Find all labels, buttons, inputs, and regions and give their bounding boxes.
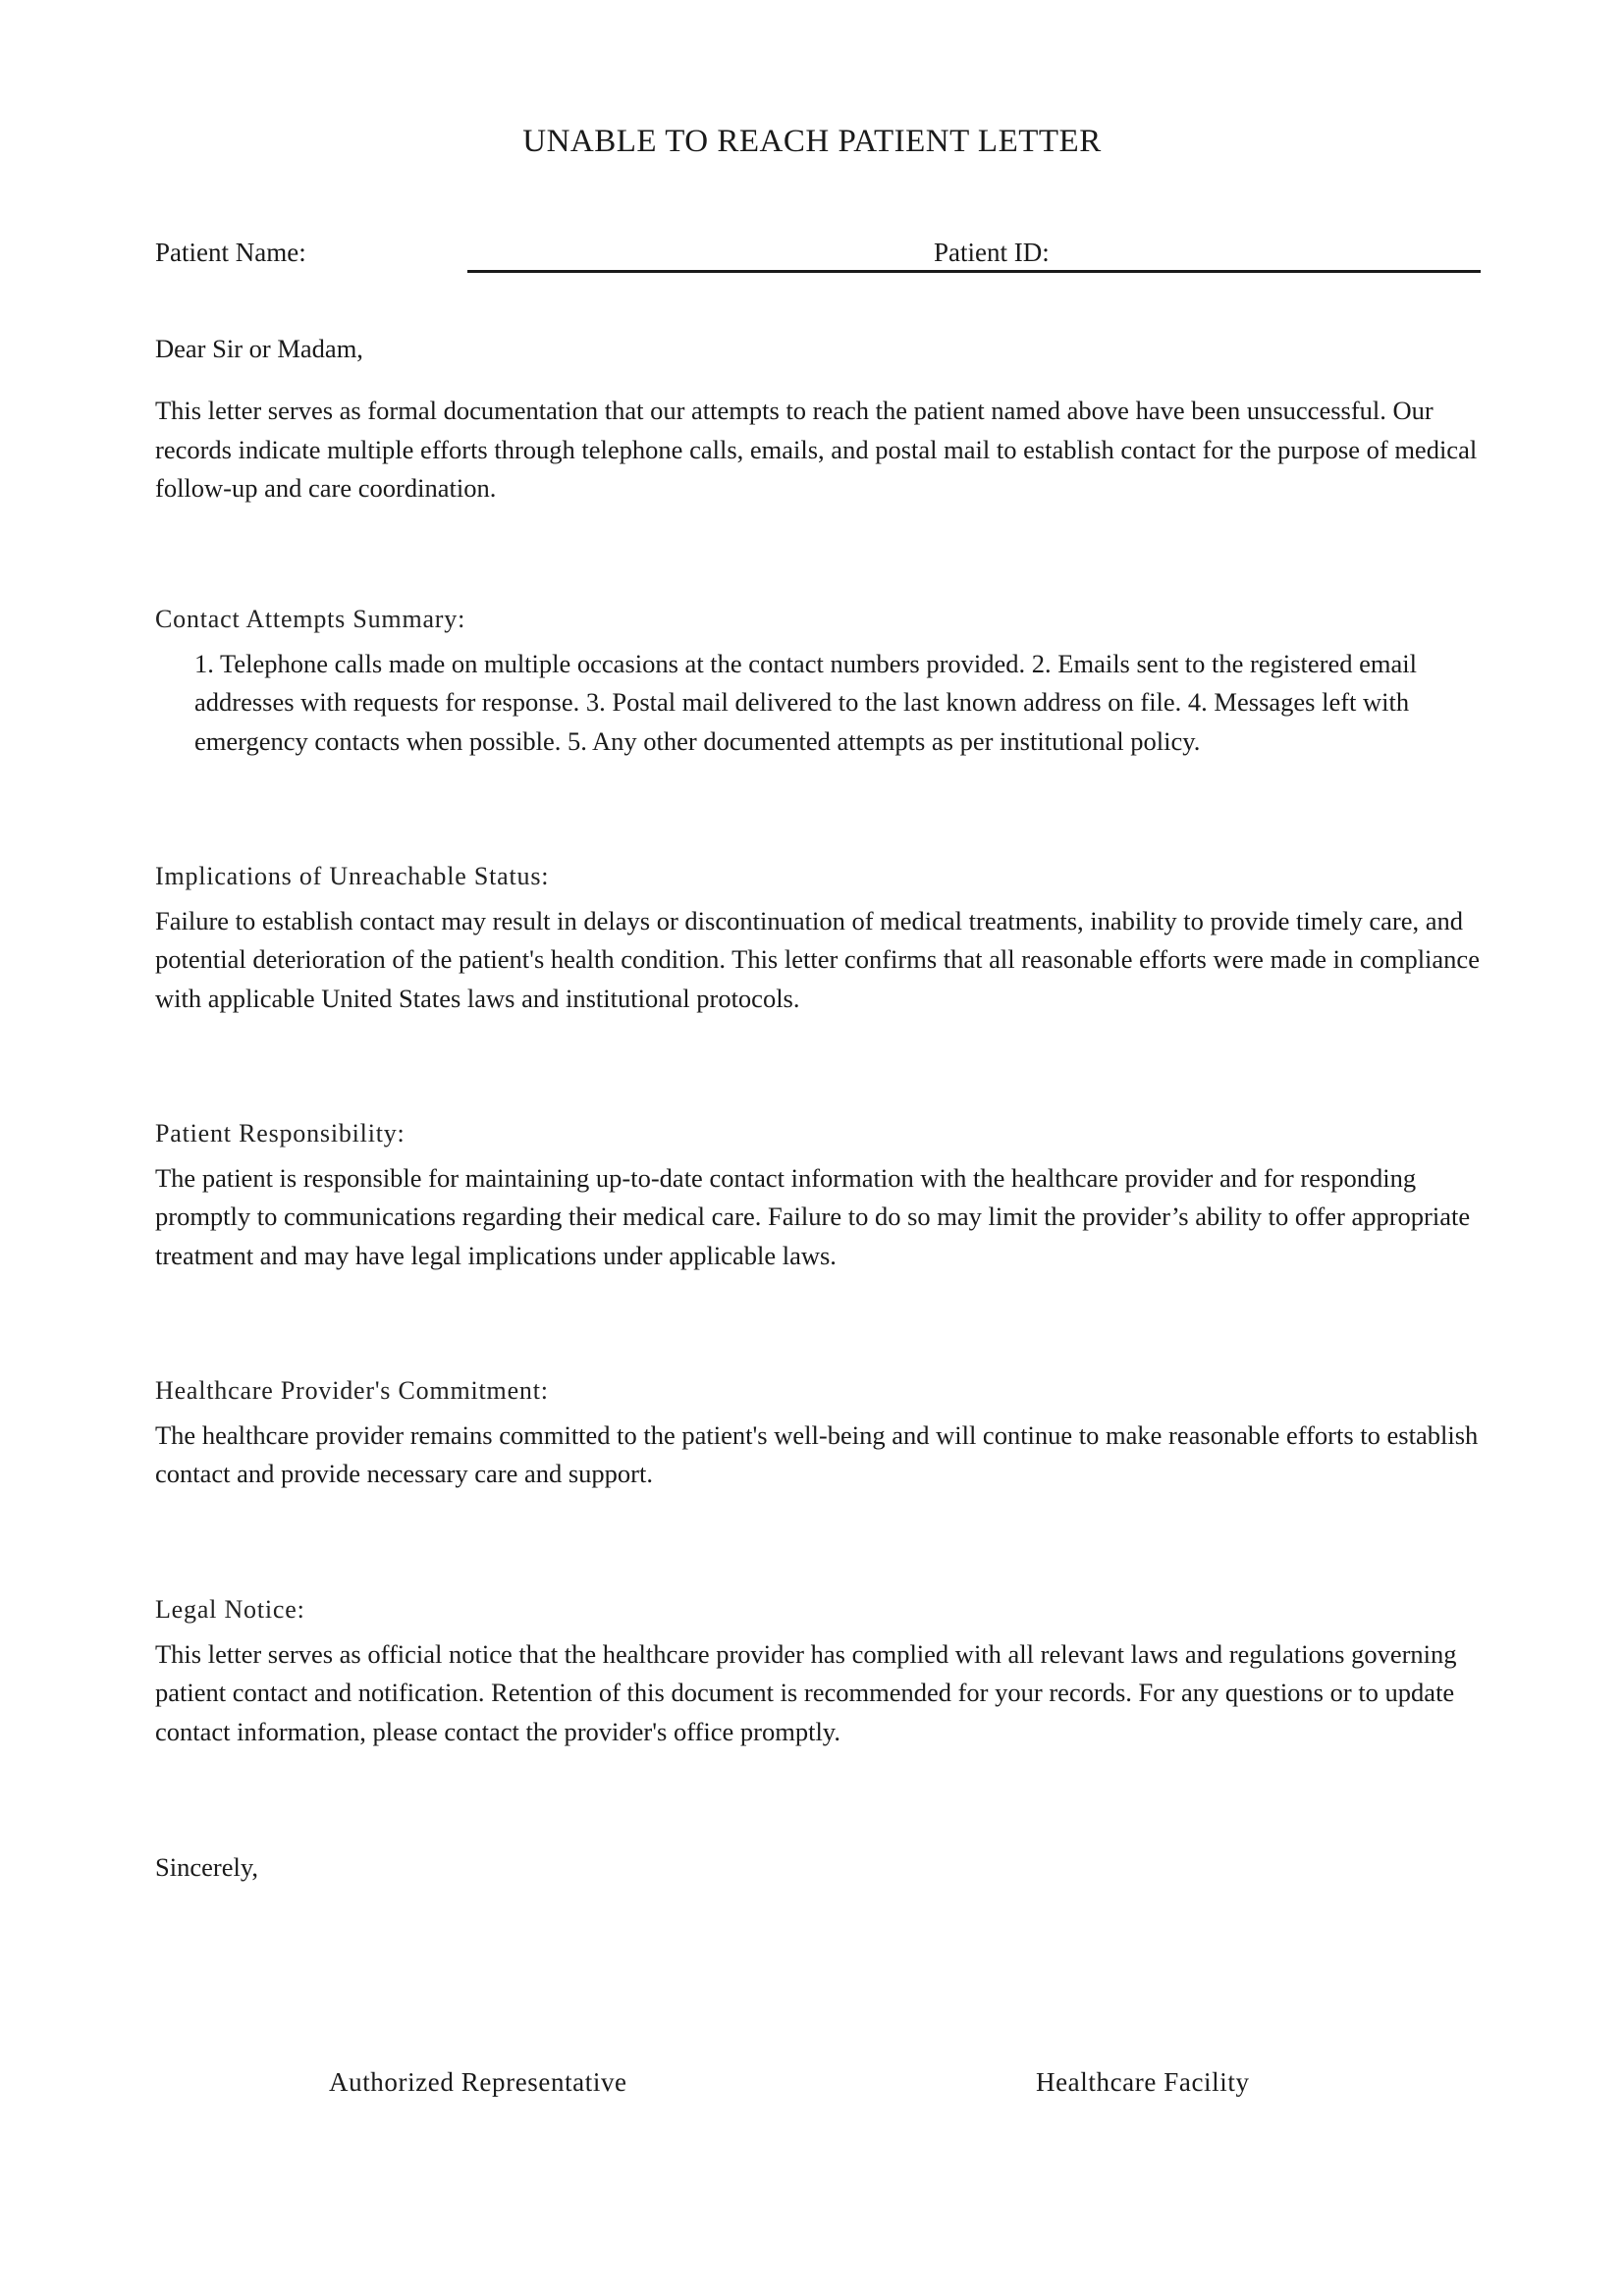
signature-facility: Healthcare Facility: [1036, 2067, 1250, 2097]
implications-section: [155, 857, 1483, 1018]
responsibility-body: The patient is responsible for maintaining up-to-date contact information with the healthcare provider and for responding promptly to communications regarding their medical care. Failure to do so may limit the provider’s ability to offer appropriate treatment and may have legal implications under applicable laws.: [155, 1162, 1471, 1270]
closing: Sincerely,: [155, 1852, 258, 1882]
intro-paragraph: This letter serves as formal documentation that our attempts to reach the patient named above have been unsuccessful. Our records indicate multiple efforts through telephone calls, emails, and postal mail to establish contact for the purpose of medical follow-up and care coordination.: [155, 396, 1478, 503]
patient-id-label: Patient ID:: [934, 238, 1050, 267]
implications-body: Failure to establish contact may result in delays or discontinuation of medical treatments, inability to provide timely care, and potential deterioration of the patient's health condition. This letter confirms that all reasonable efforts were made in compliance with applicable United States laws and institutional protocols.: [155, 905, 1480, 1013]
responsibility-section: [155, 1114, 1483, 1275]
patient-fill-line: [467, 270, 1481, 273]
signature-representative: Authorized Representative: [329, 2067, 627, 2097]
patient-info-row: [155, 238, 1481, 277]
letter-title: UNABLE TO REACH PATIENT LETTER: [522, 124, 1102, 159]
commitment-heading: Healthcare Provider's Commitment:: [155, 1376, 549, 1405]
contact-attempts-body: 1. Telephone calls made on multiple occasions at the contact numbers provided. 2. Emails sent to the registered email addresses with requests for response. 3. Postal mail delivered to the last known address on file. 4. Messages left with emergency contacts when possible. 5. Any other documented attempts as per institutional policy.: [194, 648, 1418, 756]
contact-attempts-section: [155, 600, 1483, 761]
contact-attempts-heading: Contact Attempts Summary:: [155, 605, 466, 633]
implications-heading: Implications of Unreachable Status:: [155, 862, 550, 890]
legal-section: [155, 1590, 1483, 1751]
responsibility-heading: Patient Responsibility:: [155, 1119, 406, 1148]
legal-heading: Legal Notice:: [155, 1595, 305, 1624]
commitment-section: [155, 1371, 1483, 1494]
legal-body: This letter serves as official notice that the healthcare provider has complied with all relevant laws and regulations governing patient contact and notification. Retention of this document is recommended for your records. For any questions or to update contact information, please contact the provider's office promptly.: [155, 1638, 1457, 1746]
patient-name-label: Patient Name:: [155, 238, 306, 267]
commitment-body: The healthcare provider remains committed to the patient's well-being and will continue to make reasonable efforts to establish contact and provide necessary care and support.: [155, 1419, 1479, 1488]
salutation: Dear Sir or Madam,: [155, 334, 363, 363]
